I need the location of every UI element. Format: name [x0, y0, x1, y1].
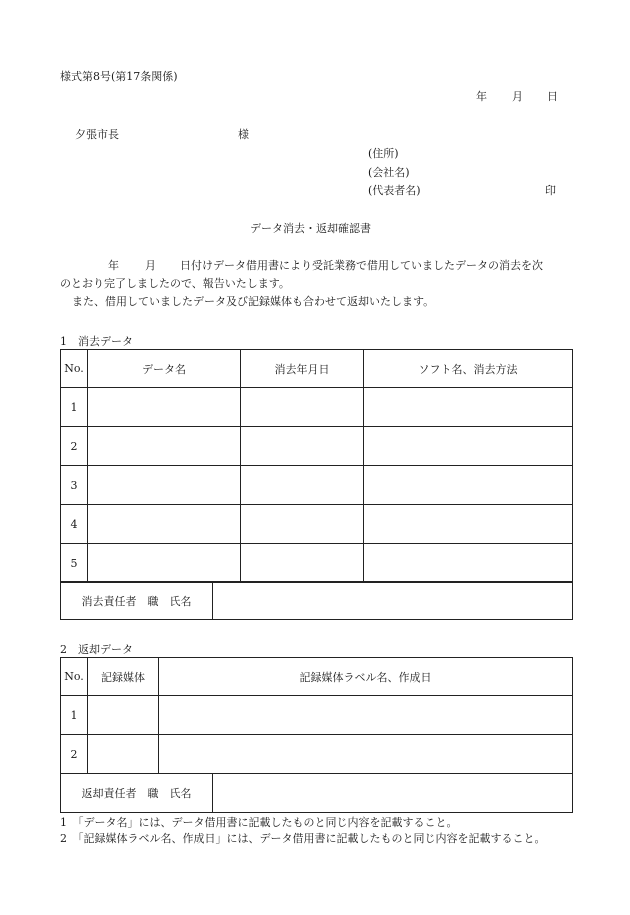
header-software-method: ソフト名、消去方法	[364, 350, 573, 388]
sender-company-label: (会社名)	[368, 166, 410, 179]
row-number: 4	[61, 505, 88, 544]
date-month-label: 月	[512, 90, 523, 103]
return-signer-label: 返却責任者 職 氏名	[61, 774, 213, 813]
table-row	[61, 696, 573, 735]
software-method-cell[interactable]	[364, 427, 573, 466]
date-day-label: 日	[547, 90, 558, 103]
software-method-cell[interactable]	[364, 388, 573, 427]
data-name-cell[interactable]	[88, 427, 241, 466]
seal-mark: 印	[545, 184, 556, 197]
erase-date-cell[interactable]	[241, 427, 364, 466]
erase-date-cell[interactable]	[241, 388, 364, 427]
media-cell[interactable]	[88, 735, 159, 774]
body-month-label: 月	[145, 259, 156, 272]
return-signer-table	[60, 773, 573, 813]
body-line-2: のとおり完了しましたので、報告いたします。	[60, 277, 290, 290]
returned-data-table	[60, 657, 573, 774]
row-number: 2	[61, 735, 88, 774]
row-number: 2	[61, 427, 88, 466]
header-data-name: データ名	[88, 350, 241, 388]
header-erase-date: 消去年月日	[241, 350, 364, 388]
document-title: データ消去・返却確認書	[250, 222, 371, 235]
data-name-cell[interactable]	[88, 388, 241, 427]
header-media: 記録媒体	[88, 658, 159, 696]
media-label-date-cell[interactable]	[159, 735, 573, 774]
table-row	[61, 466, 573, 505]
row-number: 1	[61, 696, 88, 735]
data-name-cell[interactable]	[88, 505, 241, 544]
body-line-1: 日付けデータ借用書により受託業務で借用していましたデータの消去を次	[180, 259, 543, 272]
media-label-date-cell[interactable]	[159, 696, 573, 735]
sender-address-label: (住所)	[368, 147, 399, 160]
table-row	[61, 505, 573, 544]
erase-signer-table	[60, 581, 573, 620]
erase-date-cell[interactable]	[241, 466, 364, 505]
row-number: 3	[61, 466, 88, 505]
header-media-label-date: 記録媒体ラベル名、作成日	[159, 658, 573, 696]
table-row	[61, 544, 573, 583]
erase-signer-label: 消去責任者 職 氏名	[61, 582, 213, 620]
header-no: No.	[61, 658, 88, 696]
row-number: 1	[61, 388, 88, 427]
header-no: No.	[61, 350, 88, 388]
software-method-cell[interactable]	[364, 505, 573, 544]
software-method-cell[interactable]	[364, 544, 573, 583]
sender-representative-label: (代表者名)	[368, 184, 421, 197]
form-number: 様式第8号(第17条関係)	[60, 70, 178, 83]
note-1: 1 「データ名」には、データ借用書に記載したものと同じ内容を記載すること。	[60, 816, 458, 829]
erase-signer-cell[interactable]	[213, 582, 573, 620]
date-year-label: 年	[476, 90, 487, 103]
addressee-honorific: 様	[238, 128, 249, 141]
media-cell[interactable]	[88, 696, 159, 735]
table-row	[61, 427, 573, 466]
data-name-cell[interactable]	[88, 466, 241, 505]
row-number: 5	[61, 544, 88, 583]
table-row	[61, 388, 573, 427]
body-line-3: また、借用していましたデータ及び記録媒体も合わせて返却いたします。	[72, 295, 435, 308]
addressee-title: 夕張市長	[75, 128, 119, 141]
software-method-cell[interactable]	[364, 466, 573, 505]
table-row	[61, 735, 573, 774]
section-1-title: 1 消去データ	[60, 335, 133, 348]
erase-date-cell[interactable]	[241, 505, 364, 544]
erase-date-cell[interactable]	[241, 544, 364, 583]
data-name-cell[interactable]	[88, 544, 241, 583]
erased-data-table	[60, 349, 573, 583]
note-2: 2 「記録媒体ラベル名、作成日」には、データ借用書に記載したものと同じ内容を記載すること。	[60, 832, 546, 845]
body-year-label: 年	[108, 259, 119, 272]
section-2-title: 2 返却データ	[60, 643, 133, 656]
return-signer-cell[interactable]	[213, 774, 573, 813]
